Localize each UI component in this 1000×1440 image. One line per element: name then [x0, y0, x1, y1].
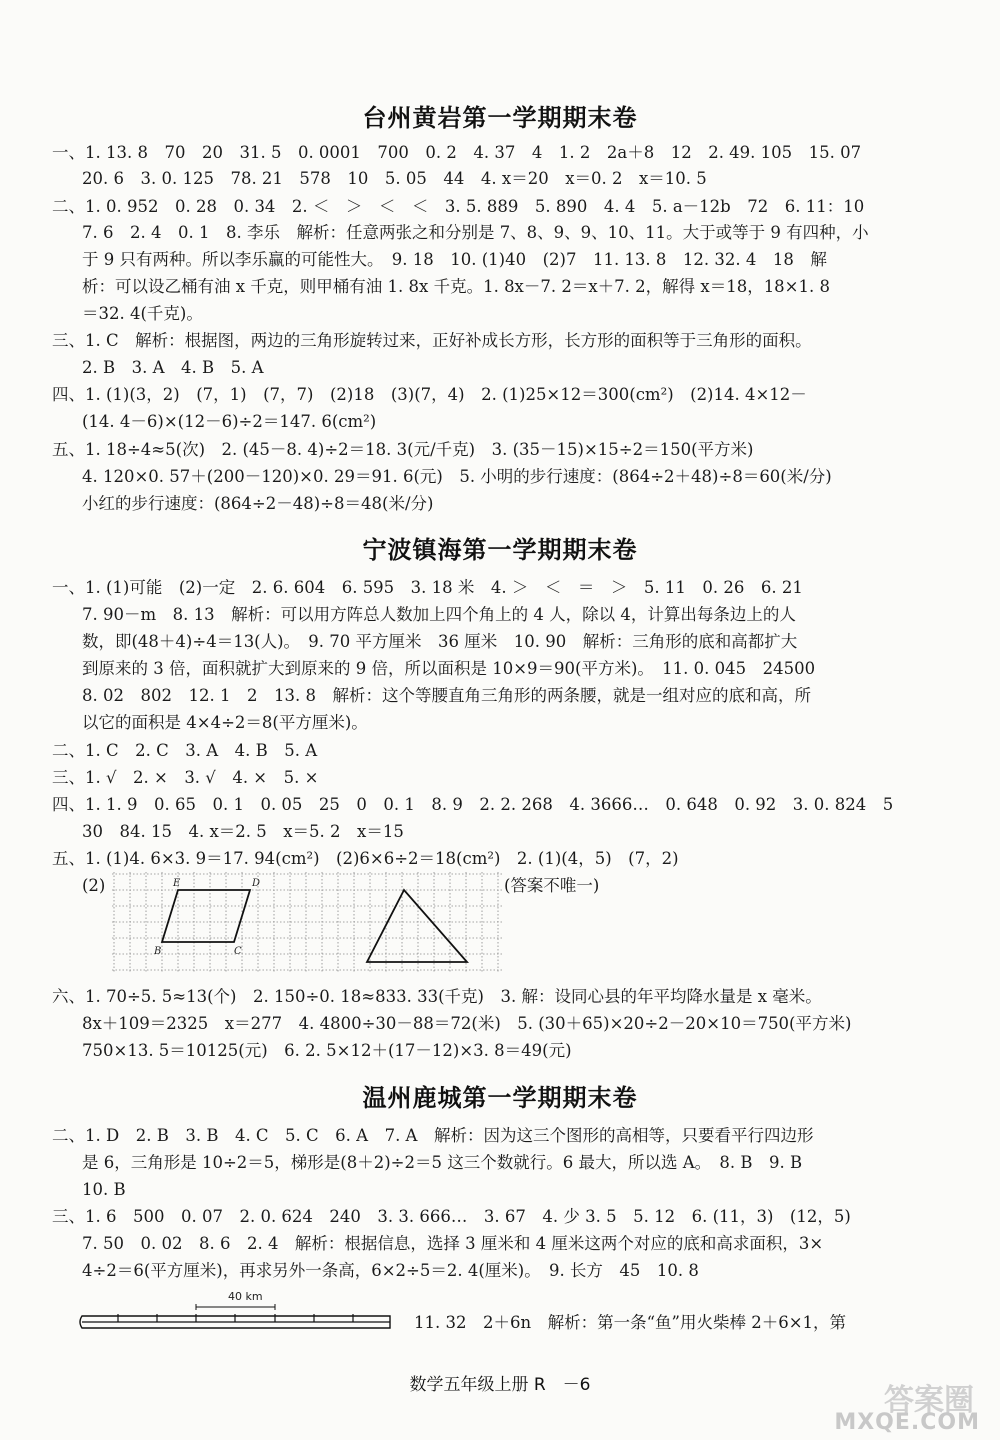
- text-line: (2): [82, 876, 106, 895]
- grid-figure: [112, 872, 502, 978]
- answer-note: (答案不唯一): [504, 876, 600, 895]
- section-title-taizhou: 台州黄岩第一学期期末卷: [362, 104, 638, 132]
- text-line: 三、1. √ 2. × 3. √ 4. × 5. ×: [52, 768, 319, 787]
- watermark-url: MXQE.COM: [834, 1410, 980, 1435]
- scale-bar-figure: [78, 1290, 398, 1338]
- text-line: 五、1. (1)4. 6×3. 9＝17. 94(cm²) (2)6×6÷2＝18(cm²) 2. (1)(4，5) (7，2): [52, 849, 679, 868]
- text-line: 六、1. 70÷5. 5≈13(个) 2. 150÷0. 18≈833. 33(千克) 3. 解：设同心县的年平均降水量是 x 毫米。: [52, 987, 822, 1006]
- text-line: 以它的面积是 4×4÷2＝8(平方厘米)。: [82, 713, 368, 732]
- text-line: 11. 32 2＋6n 解析：第一条“鱼”用火柴棒 2＋6×1，第: [414, 1313, 847, 1332]
- triangle-shape: [367, 890, 467, 962]
- vertex-label-c: C: [234, 946, 242, 957]
- text-line: 10. B: [82, 1180, 126, 1199]
- scale-bar-label: 40 km: [228, 1290, 263, 1303]
- text-line: 2. B 3. A 4. B 5. A: [82, 358, 264, 377]
- text-line: 小红的步行速度：(864÷2－48)÷8＝48(米/分): [82, 494, 434, 513]
- text-line: 数，即(48＋4)÷4＝13(人)。 9. 70 平方厘米 36 厘米 10. 90 解析：三角形的底和高都扩大: [82, 632, 798, 651]
- text-line: 7. 50 0. 02 8. 6 2. 4 解析：根据信息，选择 3 厘米和 4 厘米这两个对应的底和高求面积，3×: [82, 1234, 824, 1253]
- text-line: 一、1. 13. 8 70 20 31. 5 0. 0001 700 0. 2 4. 37 4 1. 2 2a＋8 12 2. 49. 105 15. 07: [52, 143, 862, 162]
- text-line: 4÷2＝6(平方厘米)，再求另外一条高，6×2÷5＝2. 4(厘米)。 9. 长方 45 10. 8: [82, 1261, 699, 1280]
- text-line: 三、1. 6 500 0. 07 2. 0. 624 240 3. 3. 666… 3. 67 4. 少 3. 5 5. 12 6. (11，3) (12，5): [52, 1207, 851, 1226]
- text-line: 三、1. C 解析：根据图，两边的三角形旋转过来，正好补成长方形，长方形的面积等于三角形的面积。: [52, 331, 812, 350]
- text-line: 30 84. 15 4. x＝2. 5 x＝5. 2 x＝15: [82, 822, 404, 841]
- text-line: 750×13. 5＝10125(元) 6. 2. 5×12＋(17－12)×3. 8＝49(元): [82, 1041, 572, 1060]
- text-line: ＝32. 4(千克)。: [82, 304, 203, 323]
- parallelogram-shape: [162, 890, 250, 942]
- text-line: 20. 6 3. 0. 125 78. 21 578 10 5. 05 44 4. x＝20 x＝0. 2 x＝10. 5: [82, 169, 707, 188]
- text-line: 8. 02 802 12. 1 2 13. 8 解析：这个等腰直角三角形的两条腰，就是一组对应的底和高，所: [82, 686, 811, 705]
- text-line: 四、1. (1)(3，2) (7，1) (7，7) (2)18 (3)(7，4) 2. (1)25×12＝300(cm²) (2)14. 4×12－: [52, 385, 807, 404]
- text-line: 于 9 只有两种。所以李乐赢的可能性大。 9. 18 10. (1)40 (2)7 11. 13. 8 12. 32. 4 18 解: [82, 250, 827, 269]
- coordinate-grid-drawing: [112, 872, 502, 974]
- text-line: 一、1. (1)可能 (2)一定 2. 6. 604 6. 595 3. 18 米 4. ＞ ＜ ＝ ＞ 5. 11 0. 26 6. 21: [52, 578, 803, 597]
- page-footer: 数学五年级上册 R －6: [409, 1375, 591, 1395]
- text-line: (14. 4－6)×(12－6)÷2＝147. 6(cm²): [82, 412, 377, 431]
- section-title-wenzhou: 温州鹿城第一学期期末卷: [362, 1084, 638, 1112]
- text-line: 7. 6 2. 4 0. 1 8. 李乐 解析：任意两张之和分别是 7、8、9、9、10、11。大于或等于 9 有四种，小: [82, 223, 869, 242]
- scale-bar-drawing: [78, 1290, 398, 1334]
- text-line: 8x＋109＝2325 x＝277 4. 4800÷30－88＝72(米) 5. (30＋65)×20÷2－20×10＝750(平方米): [82, 1014, 852, 1033]
- watermark-logo: [830, 1375, 980, 1435]
- text-line: 析：可以设乙桶有油 x 千克，则甲桶有油 1. 8x 千克。1. 8x－7. 2＝x＋7. 2，解得 x＝18，18×1. 8: [82, 277, 830, 296]
- vertex-label-b: B: [154, 946, 162, 957]
- watermark-cn: 答案圈: [884, 1383, 974, 1418]
- section-title-ningbo: 宁波镇海第一学期期末卷: [362, 536, 638, 564]
- text-line: 4. 120×0. 57＋(200－120)×0. 29＝91. 6(元) 5. 小明的步行速度：(864÷2＋48)÷8＝60(米/分): [82, 467, 832, 486]
- text-line: 五、1. 18÷4≈5(次) 2. (45－8. 4)÷2＝18. 3(元/千克) 3. (35－15)×15÷2＝150(平方米): [52, 440, 754, 459]
- vertex-label-e: E: [173, 878, 181, 889]
- text-line: 二、1. C 2. C 3. A 4. B 5. A: [52, 741, 318, 760]
- text-line: 到原来的 3 倍，面积就扩大到原来的 9 倍，所以面积是 10×9＝90(平方米)。 11. 0. 045 24500: [82, 659, 816, 678]
- text-line: 是 6，三角形是 10÷2＝5，梯形是(8＋2)÷2＝5 这三个数就行。6 最大，所以选 A。 8. B 9. B: [82, 1153, 803, 1172]
- text-line: 四、1. 1. 9 0. 65 0. 1 0. 05 25 0 0. 1 8. 9 2. 2. 268 4. 3666… 0. 648 0. 92 3. 0. 824 5: [52, 795, 894, 814]
- text-line: 7. 90－m 8. 13 解析：可以用方阵总人数加上四个角上的 4 人，除以 4，计算出每条边上的人: [82, 605, 796, 624]
- text-line: 二、1. D 2. B 3. B 4. C 5. C 6. A 7. A 解析：因为这三个图形的高相等，只要看平行四边形: [52, 1126, 814, 1145]
- vertex-label-d: D: [252, 878, 261, 889]
- text-line: 二、1. 0. 952 0. 28 0. 34 2. ＜ ＞ ＜ ＜ 3. 5. 889 5. 890 4. 4 5. a－12b 72 6. 11：10: [52, 197, 865, 216]
